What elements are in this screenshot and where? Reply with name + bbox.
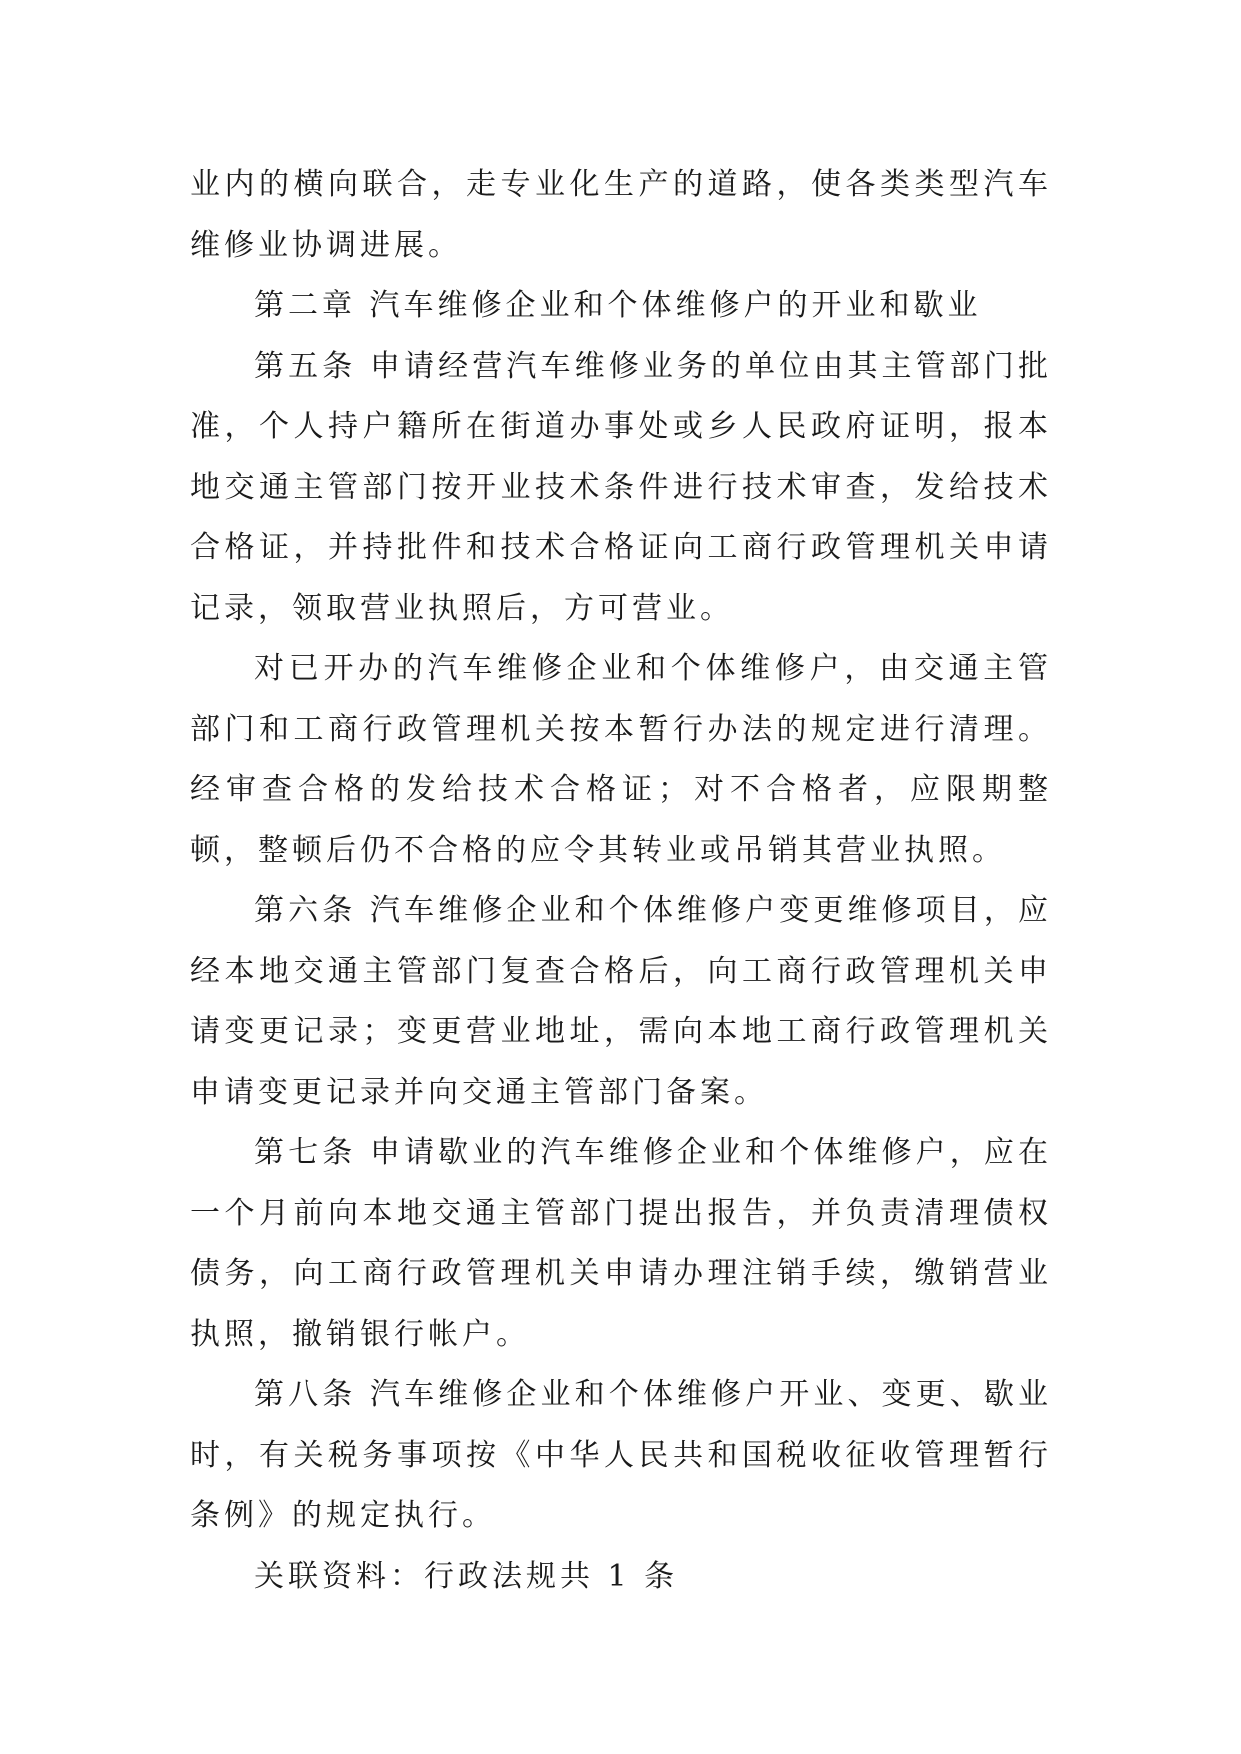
article-7: 第七条 申请歇业的汽车维修企业和个体维修户，应在一个月前向本地交通主管部门提出报告，并负责清理债权债务，向工商行政管理机关申请办理注销手续，缴销营业执照，撤销银行帐户。 [190,1135,1052,1352]
document-body [190,155,1052,1607]
article-5: 第五条 申请经营汽车维修业务的单位由其主管部门批准，个人持户籍所在街道办事处或乡人民政府证明，报本地交通主管部门按开业技术条件进行技术审查，发给技术合格证，并持批件和技术合格证向工商行政管理机关申请记录，领取营业执照后，方可营业。 [190,348,1052,626]
paragraph-continuation: 业内的横向联合，走专业化生产的道路，使各类类型汽车维修业协调进展。 [190,167,1052,263]
related-materials: 关联资料：行政法规共 1 条 [254,1558,679,1594]
article-5-clause-2: 对已开办的汽车维修企业和个体维修户，由交通主管部门和工商行政管理机关按本暂行办法的规定进行清理。经审查合格的发给技术合格证；对不合格者，应限期整顿，整顿后仍不合格的应令其转业或吊销其营业执照。 [190,651,1052,868]
chapter-heading: 第二章 汽车维修企业和个体维修户的开业和歇业 [254,288,982,323]
article-8: 第八条 汽车维修企业和个体维修户开业、变更、歇业时，有关税务事项按《中华人民共和国税收征收管理暂行条例》的规定执行。 [190,1377,1052,1533]
article-6: 第六条 汽车维修企业和个体维修户变更维修项目，应经本地交通主管部门复查合格后，向工商行政管理机关申请变更记录；变更营业地址，需向本地工商行政管理机关申请变更记录并向交通主管部门备案。 [190,893,1052,1110]
